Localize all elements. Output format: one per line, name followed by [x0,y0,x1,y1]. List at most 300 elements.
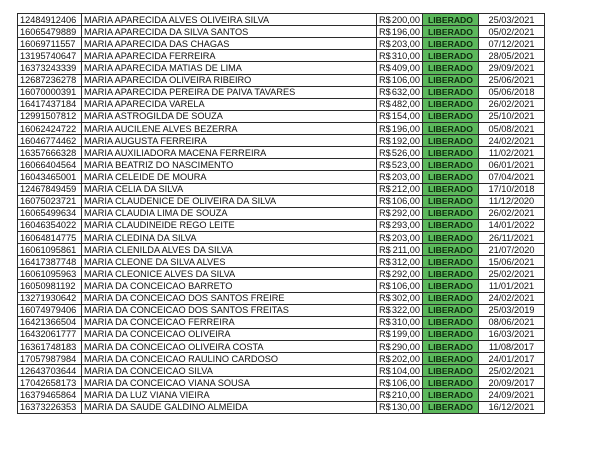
date-cell[interactable] [479,110,545,122]
name-cell[interactable] [82,244,377,256]
id-text: 12467849459 [20,184,77,195]
value-wrap [379,305,420,315]
date-cell[interactable] [479,195,545,207]
value-cell[interactable] [377,159,423,171]
currency-text: R$ [379,305,391,316]
date-text: 05/06/2018 [488,87,535,98]
value-text: 482,00 [391,99,420,110]
id-cell[interactable] [18,353,82,365]
value-cell[interactable] [377,122,423,134]
status-cell[interactable] [423,328,479,340]
date-cell[interactable] [479,62,545,74]
date-cell[interactable] [479,256,545,268]
value-text: 210,00 [391,389,420,400]
value-text: 292,00 [391,208,420,219]
id-cell[interactable] [18,86,82,98]
id-cell[interactable] [18,195,82,207]
name-text: MARIA APARECIDA VARELA [84,99,205,110]
name-cell[interactable] [82,98,377,110]
status-badge: LIBERADO [428,232,473,243]
status-badge: LIBERADO [428,111,473,122]
status-badge: LIBERADO [428,365,473,376]
name-cell[interactable] [82,292,377,304]
id-cell[interactable] [18,328,82,340]
date-text: 24/02/2021 [488,135,535,146]
date-cell[interactable] [479,401,545,413]
date-text: 20/09/2017 [488,377,535,388]
value-wrap [379,220,420,230]
date-cell[interactable] [479,122,545,134]
value-cell[interactable] [377,74,423,86]
id-cell[interactable] [18,365,82,377]
name-text: MARIA APARECIDA OLIVEIRA RIBEIRO [84,75,252,86]
value-cell[interactable] [377,219,423,231]
id-cell[interactable] [18,304,82,316]
status-cell[interactable] [423,244,479,256]
id-cell[interactable] [18,159,82,171]
id-cell[interactable] [18,231,82,243]
status-badge: LIBERADO [428,123,473,134]
value-wrap [379,293,420,303]
value-wrap [379,257,420,267]
status-cell[interactable] [423,86,479,98]
date-cell[interactable] [479,292,545,304]
id-cell[interactable] [18,14,82,26]
table-row [18,340,545,352]
id-cell[interactable] [18,122,82,134]
table-row [18,401,545,413]
name-cell[interactable] [82,122,377,134]
name-cell[interactable] [82,377,377,389]
table-row [18,316,545,328]
status-cell[interactable] [423,50,479,62]
table-row [18,231,545,243]
status-cell[interactable] [423,135,479,147]
status-badge: LIBERADO [428,99,473,110]
currency-text: R$ [379,87,391,98]
currency-text: R$ [379,62,391,73]
value-cell[interactable] [377,244,423,256]
status-cell[interactable] [423,280,479,292]
id-text: 12643703644 [20,365,77,376]
date-cell[interactable] [479,74,545,86]
spreadsheet [17,13,545,414]
date-cell[interactable] [479,353,545,365]
name-text: MARIA CELIA DA SILVA [84,184,184,195]
table-row [18,86,545,98]
value-wrap [379,99,420,109]
table-row [18,195,545,207]
status-cell[interactable] [423,353,479,365]
name-cell[interactable] [82,256,377,268]
name-cell[interactable] [82,207,377,219]
status-cell[interactable] [423,195,479,207]
table-row [18,14,545,26]
value-text: 106,00 [391,75,420,86]
date-text: 26/11/2021 [488,232,535,243]
status-cell[interactable] [423,219,479,231]
status-badge: LIBERADO [428,184,473,195]
status-cell[interactable] [423,171,479,183]
value-wrap [379,111,420,121]
table-row [18,328,545,340]
value-cell[interactable] [377,268,423,280]
date-cell[interactable] [479,171,545,183]
date-cell[interactable] [479,147,545,159]
name-text: MARIA DA CONCEICAO DOS SANTOS FREIRE [84,293,285,304]
currency-text: R$ [379,365,391,376]
status-cell[interactable] [423,38,479,50]
name-text: MARIA DA CONCEICAO OLIVEIRA [84,329,231,340]
date-cell[interactable] [479,280,545,292]
currency-text: R$ [379,208,391,219]
value-text: 203,00 [391,232,420,243]
status-badge: LIBERADO [428,317,473,328]
status-cell[interactable] [423,340,479,352]
date-text: 24/02/2021 [488,293,535,304]
status-badge: LIBERADO [428,256,473,267]
name-cell[interactable] [82,340,377,352]
status-cell[interactable] [423,316,479,328]
id-text: 16065479889 [20,26,77,37]
id-cell[interactable] [18,316,82,328]
id-cell[interactable] [18,135,82,147]
value-text: 526,00 [391,147,420,158]
date-text: 08/06/2021 [488,317,535,328]
name-cell[interactable] [82,389,377,401]
value-cell[interactable] [377,26,423,38]
value-cell[interactable] [377,86,423,98]
currency-text: R$ [379,402,391,413]
value-wrap [379,172,420,182]
table-row [18,110,545,122]
status-cell[interactable] [423,401,479,413]
name-cell[interactable] [82,110,377,122]
name-cell[interactable] [82,14,377,26]
status-cell[interactable] [423,377,479,389]
id-cell[interactable] [18,38,82,50]
status-cell[interactable] [423,74,479,86]
id-cell[interactable] [18,74,82,86]
date-cell[interactable] [479,365,545,377]
name-cell[interactable] [82,365,377,377]
id-text: 16357666328 [20,147,77,158]
name-cell[interactable] [82,328,377,340]
table-row [18,122,545,134]
status-cell[interactable] [423,256,479,268]
name-cell[interactable] [82,86,377,98]
name-text: MARIA AUGUSTA FERREIRA [84,135,207,146]
name-text: MARIA APARECIDA ALVES OLIVEIRA SILVA [84,14,270,25]
currency-text: R$ [379,280,391,291]
value-text: 202,00 [391,353,420,364]
status-cell[interactable] [423,389,479,401]
status-cell[interactable] [423,14,479,26]
date-cell[interactable] [479,377,545,389]
date-cell[interactable] [479,14,545,26]
status-badge: LIBERADO [428,305,473,316]
value-wrap [379,378,420,388]
id-text: 17057987984 [20,353,77,364]
name-text: MARIA ASTROGILDA DE SOUZA [84,111,223,122]
value-cell[interactable] [377,340,423,352]
table-row [18,98,545,110]
date-cell[interactable] [479,340,545,352]
date-cell[interactable] [479,316,545,328]
name-cell[interactable] [82,316,377,328]
name-cell[interactable] [82,280,377,292]
date-cell[interactable] [479,268,545,280]
value-cell[interactable] [377,135,423,147]
value-cell[interactable] [377,38,423,50]
table-row [18,256,545,268]
status-cell[interactable] [423,231,479,243]
name-cell[interactable] [82,62,377,74]
date-cell[interactable] [479,328,545,340]
date-cell[interactable] [479,159,545,171]
date-cell[interactable] [479,304,545,316]
value-text: 312,00 [391,256,420,267]
value-text: 203,00 [391,38,420,49]
id-cell[interactable] [18,147,82,159]
id-cell[interactable] [18,62,82,74]
value-text: 523,00 [391,159,420,170]
id-text: 16065499634 [20,208,77,219]
date-cell[interactable] [479,207,545,219]
date-text: 11/01/2021 [488,280,535,291]
status-cell[interactable] [423,268,479,280]
value-wrap [379,124,420,134]
name-cell[interactable] [82,353,377,365]
status-cell[interactable] [423,304,479,316]
table-row [18,38,545,50]
status-cell[interactable] [423,365,479,377]
name-cell[interactable] [82,159,377,171]
status-cell[interactable] [423,183,479,195]
value-text: 322,00 [391,305,420,316]
id-text: 13271930642 [20,293,77,304]
id-cell[interactable] [18,292,82,304]
value-cell[interactable] [377,280,423,292]
status-cell[interactable] [423,122,479,134]
value-text: 409,00 [391,62,420,73]
status-cell[interactable] [423,110,479,122]
value-text: 106,00 [391,196,420,207]
date-cell[interactable] [479,389,545,401]
id-cell[interactable] [18,268,82,280]
value-cell[interactable] [377,353,423,365]
id-cell[interactable] [18,389,82,401]
table-row [18,353,545,365]
value-cell[interactable] [377,328,423,340]
name-cell[interactable] [82,74,377,86]
date-text: 26/02/2021 [488,99,535,110]
date-cell[interactable] [479,219,545,231]
value-cell[interactable] [377,231,423,243]
date-text: 11/02/2021 [488,147,535,158]
id-text: 16062424722 [20,123,77,134]
value-wrap [379,75,420,85]
id-text: 12687236278 [20,75,77,86]
date-cell[interactable] [479,183,545,195]
status-badge: LIBERADO [428,147,473,158]
status-badge: LIBERADO [428,341,473,352]
id-cell[interactable] [18,207,82,219]
id-cell[interactable] [18,244,82,256]
date-text: 16/03/2021 [488,329,535,340]
date-text: 14/01/2022 [488,220,535,231]
table-row [18,219,545,231]
date-text: 26/02/2021 [488,208,535,219]
name-cell[interactable] [82,183,377,195]
name-cell[interactable] [82,401,377,413]
date-cell[interactable] [479,86,545,98]
value-cell[interactable] [377,377,423,389]
status-cell[interactable] [423,98,479,110]
value-cell[interactable] [377,62,423,74]
value-cell[interactable] [377,389,423,401]
name-text: MARIA CLEONE DA SILVA ALVES [84,256,226,267]
status-badge: LIBERADO [428,171,473,182]
name-cell[interactable] [82,268,377,280]
name-text: MARIA DA CONCEICAO RAULINO CARDOSO [84,353,278,364]
id-cell[interactable] [18,110,82,122]
value-cell[interactable] [377,316,423,328]
value-cell[interactable] [377,207,423,219]
status-cell[interactable] [423,26,479,38]
value-wrap [379,233,420,243]
value-cell[interactable] [377,195,423,207]
date-cell[interactable] [479,38,545,50]
status-badge: LIBERADO [428,329,473,340]
status-badge: LIBERADO [428,220,473,231]
table-row [18,304,545,316]
date-cell[interactable] [479,98,545,110]
name-text: MARIA AUCILENE ALVES BEZERRA [84,123,238,134]
table-row [18,171,545,183]
id-cell[interactable] [18,401,82,413]
date-text: 25/02/2021 [488,365,535,376]
name-cell[interactable] [82,135,377,147]
id-text: 16061095963 [20,268,77,279]
name-cell[interactable] [82,38,377,50]
name-cell[interactable] [82,147,377,159]
name-text: MARIA APARECIDA DAS CHAGAS [84,38,230,49]
value-cell[interactable] [377,14,423,26]
currency-text: R$ [379,123,391,134]
value-wrap [379,160,420,170]
value-wrap [379,269,420,279]
status-cell[interactable] [423,292,479,304]
id-text: 16046774462 [20,135,77,146]
currency-text: R$ [379,99,391,110]
id-cell[interactable] [18,340,82,352]
value-cell[interactable] [377,171,423,183]
table-row [18,377,545,389]
id-text: 16361748183 [20,341,77,352]
value-cell[interactable] [377,183,423,195]
name-text: MARIA DA CONCEICAO VIANA SOUSA [84,377,250,388]
value-cell[interactable] [377,256,423,268]
table-row [18,135,545,147]
name-cell[interactable] [82,195,377,207]
status-cell[interactable] [423,159,479,171]
name-text: MARIA DA CONCEICAO OLIVEIRA COSTA [84,341,264,352]
date-text: 25/03/2021 [488,14,535,25]
name-cell[interactable] [82,50,377,62]
value-cell[interactable] [377,365,423,377]
status-cell[interactable] [423,207,479,219]
value-cell[interactable] [377,401,423,413]
currency-text: R$ [379,317,391,328]
id-cell[interactable] [18,26,82,38]
value-cell[interactable] [377,304,423,316]
name-cell[interactable] [82,26,377,38]
id-text: 17042658173 [20,377,77,388]
currency-text: R$ [379,159,391,170]
value-wrap [379,136,420,146]
date-cell[interactable] [479,50,545,62]
value-cell[interactable] [377,110,423,122]
value-cell[interactable] [377,292,423,304]
id-cell[interactable] [18,50,82,62]
table-row [18,26,545,38]
status-badge: LIBERADO [428,62,473,73]
currency-text: R$ [379,377,391,388]
name-text: MARIA DA LUZ VIANA VIEIRA [84,389,210,400]
date-text: 16/12/2021 [488,402,535,413]
id-cell[interactable] [18,171,82,183]
value-cell[interactable] [377,147,423,159]
status-badge: LIBERADO [428,75,473,86]
name-text: MARIA CELEIDE DE MOURA [84,171,207,182]
value-wrap [379,196,420,206]
date-text: 25/10/2021 [488,111,535,122]
status-cell[interactable] [423,62,479,74]
name-cell[interactable] [82,231,377,243]
id-text: 16046354022 [20,220,77,231]
status-badge: LIBERADO [428,87,473,98]
currency-text: R$ [379,329,391,340]
table-row [18,365,545,377]
id-cell[interactable] [18,219,82,231]
status-cell[interactable] [423,147,479,159]
date-cell[interactable] [479,244,545,256]
id-cell[interactable] [18,98,82,110]
name-text: MARIA APARECIDA PEREIRA DE PAIVA TAVARES [84,87,296,98]
date-cell[interactable] [479,135,545,147]
name-text: MARIA BEATRIZ DO NASCIMENTO [84,159,234,170]
value-wrap [379,15,420,25]
id-cell[interactable] [18,280,82,292]
name-cell[interactable] [82,171,377,183]
name-cell[interactable] [82,219,377,231]
id-cell[interactable] [18,256,82,268]
id-text: 16043465001 [20,171,77,182]
date-cell[interactable] [479,26,545,38]
name-cell[interactable] [82,304,377,316]
id-cell[interactable] [18,377,82,389]
id-text: 12991507812 [20,111,77,122]
value-text: 203,00 [391,171,420,182]
name-text: MARIA DA SAUDE GALDINO ALMEIDA [84,402,248,413]
id-cell[interactable] [18,183,82,195]
value-cell[interactable] [377,98,423,110]
value-wrap [379,402,420,412]
value-wrap [379,39,420,49]
date-cell[interactable] [479,231,545,243]
value-cell[interactable] [377,50,423,62]
